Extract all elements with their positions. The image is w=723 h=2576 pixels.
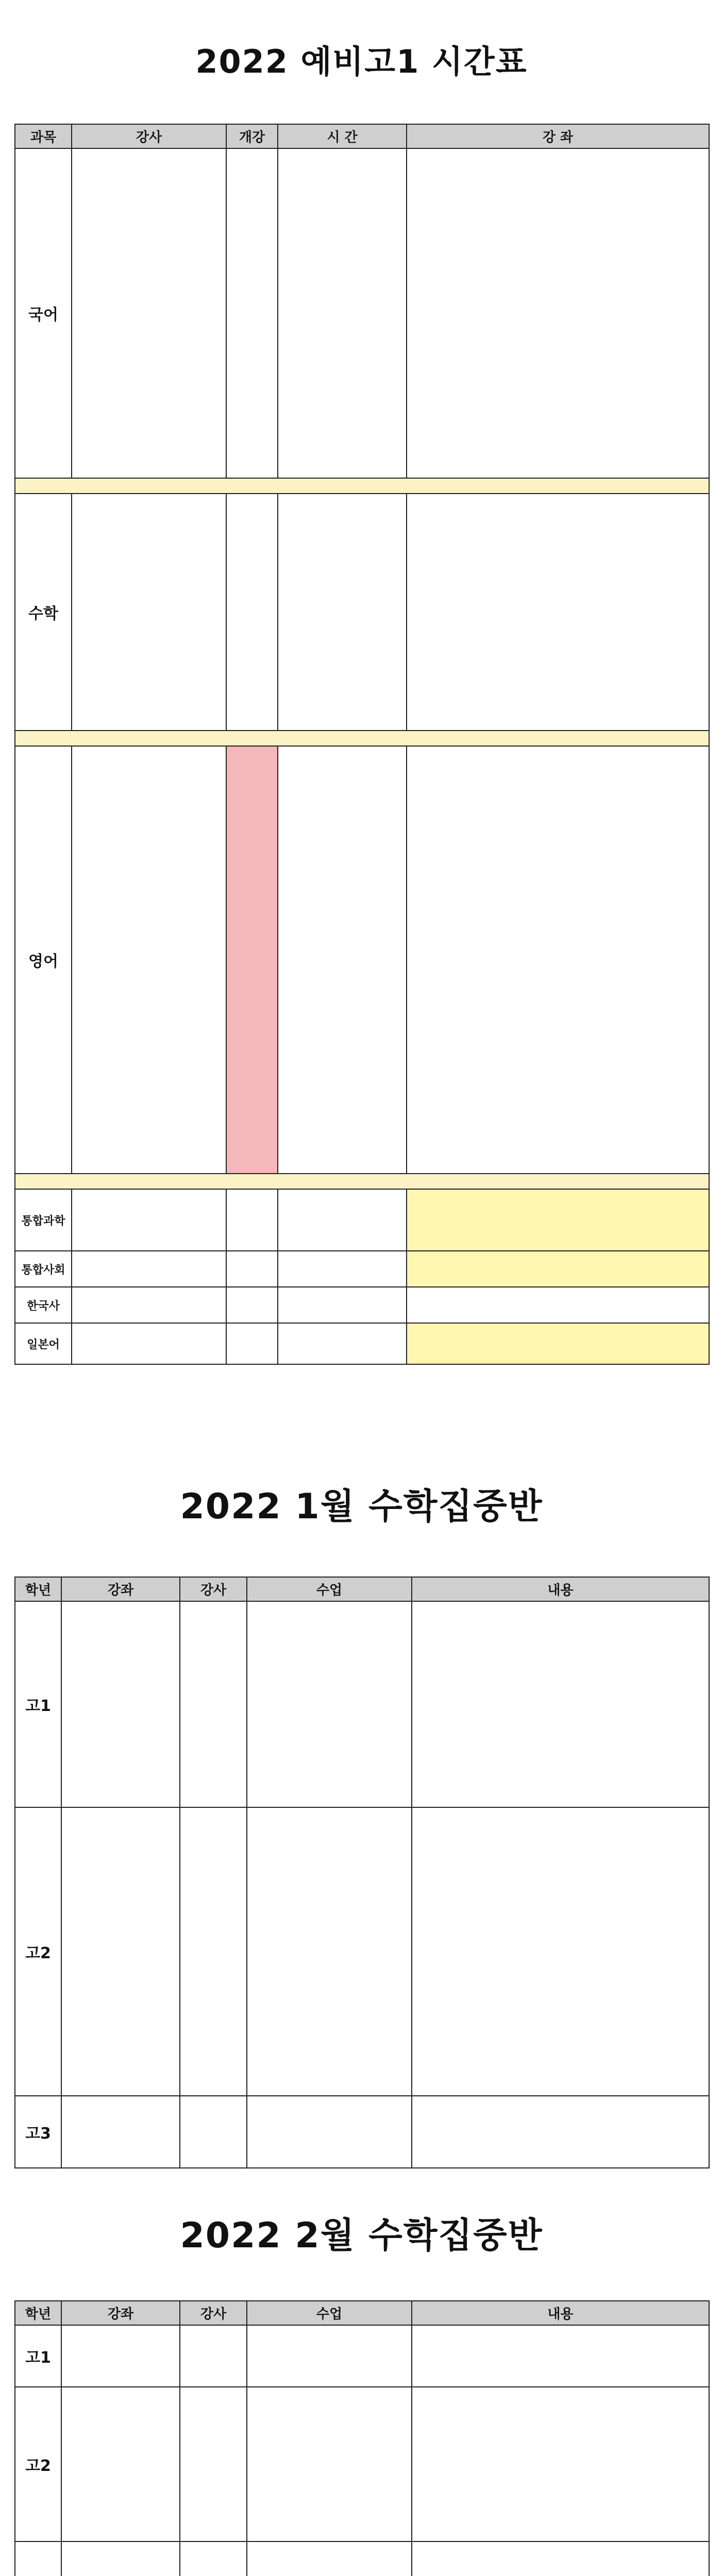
table-row: [15, 1189, 709, 1251]
teacher-cell: [72, 746, 226, 1174]
course-cell: [61, 1601, 180, 1807]
content-cell: [412, 1807, 709, 2096]
page-title: 2022 예비고1 시간표: [195, 43, 528, 80]
col-header: 내용: [412, 2301, 709, 2325]
content-cell: [412, 2096, 709, 2168]
start-cell: [226, 1323, 278, 1364]
teacher-cell: [72, 1323, 226, 1364]
time-cell: [278, 1287, 407, 1323]
timetable: [14, 124, 710, 1365]
course-cell: [407, 1251, 709, 1287]
teacher-cell: [72, 494, 226, 731]
content-cell: [412, 2325, 709, 2387]
table-row: [15, 2325, 709, 2387]
january-table: [14, 1577, 710, 2168]
table-row: [15, 1807, 709, 2096]
start-cell: [226, 1287, 278, 1323]
teacher-cell: [72, 1287, 226, 1323]
class-cell: [247, 1807, 412, 2096]
class-cell: [247, 2541, 412, 2576]
col-header: 강사: [180, 2301, 247, 2325]
time-cell: [278, 494, 407, 731]
teacher-cell: [72, 1251, 226, 1287]
start-cell: [226, 746, 278, 1174]
table-header-row: [15, 124, 709, 148]
section-title: 2022 1월 수학집중반: [180, 1486, 543, 1527]
class-cell: [247, 2096, 412, 2168]
table-row: [15, 1251, 709, 1287]
table-band-row: [15, 731, 709, 746]
teacher-cell: [180, 1601, 247, 1807]
table-row: [15, 1323, 709, 1364]
band-cell: [15, 1174, 709, 1189]
teacher-cell: [72, 1189, 226, 1251]
subject-cell: 수학: [15, 494, 72, 731]
table-header-row: [15, 2301, 709, 2325]
subject-cell: 국어: [15, 148, 72, 478]
grade-cell: 고1: [15, 1601, 61, 1807]
subject-cell: 통합사회: [15, 1251, 72, 1287]
section-title: 2022 2월 수학집중반: [180, 2215, 543, 2256]
course-cell: [407, 148, 709, 478]
col-header: 개강: [226, 124, 278, 148]
subject-cell: 영어: [15, 746, 72, 1174]
time-cell: [278, 746, 407, 1174]
start-cell: [226, 148, 278, 478]
col-header: 수업: [247, 2301, 412, 2325]
table-header-row: [15, 1577, 709, 1601]
course-cell: [61, 2541, 180, 2576]
table-row: [15, 2387, 709, 2541]
table-band-row: [15, 1174, 709, 1189]
february-table: [14, 2300, 710, 2576]
course-cell: [407, 1323, 709, 1364]
col-header: 강 좌: [407, 124, 709, 148]
col-header: 강사: [72, 124, 226, 148]
table-row: [15, 2541, 709, 2576]
course-cell: [61, 1807, 180, 2096]
class-cell: [247, 2325, 412, 2387]
band-cell: [15, 731, 709, 746]
subject-cell: 한국사: [15, 1287, 72, 1323]
band-cell: [15, 478, 709, 494]
table-row: [15, 494, 709, 731]
time-cell: [278, 1323, 407, 1364]
time-cell: [278, 148, 407, 478]
col-header: 학년: [15, 1577, 61, 1601]
course-cell: [61, 2096, 180, 2168]
content-cell: [412, 2387, 709, 2541]
course-cell: [407, 494, 709, 731]
col-header: 시 간: [278, 124, 407, 148]
table-row: [15, 1287, 709, 1323]
table-row: [15, 746, 709, 1174]
col-header: 학년: [15, 2301, 61, 2325]
col-header: 강좌: [61, 2301, 180, 2325]
col-header: 내용: [412, 1577, 709, 1601]
col-header: 수업: [247, 1577, 412, 1601]
course-cell: [61, 2387, 180, 2541]
col-header: 강좌: [61, 1577, 180, 1601]
teacher-cell: [180, 2541, 247, 2576]
col-header: 강사: [180, 1577, 247, 1601]
table-row: [15, 1601, 709, 1807]
col-header: 과목: [15, 124, 72, 148]
table-band-row: [15, 478, 709, 494]
start-cell: [226, 1189, 278, 1251]
subject-cell: 통합과학: [15, 1189, 72, 1251]
teacher-cell: [180, 2387, 247, 2541]
course-cell: [407, 1287, 709, 1323]
teacher-cell: [180, 1807, 247, 2096]
course-cell: [407, 746, 709, 1174]
time-cell: [278, 1189, 407, 1251]
class-cell: [247, 2387, 412, 2541]
time-cell: [278, 1251, 407, 1287]
table-row: [15, 2096, 709, 2168]
grade-cell: 고3: [15, 2096, 61, 2168]
course-cell: [407, 1189, 709, 1251]
grade-cell: 고2: [15, 1807, 61, 2096]
teacher-cell: [72, 148, 226, 478]
content-cell: [412, 2541, 709, 2576]
grade-cell: 고1: [15, 2325, 61, 2387]
teacher-cell: [180, 2325, 247, 2387]
content-cell: [412, 1601, 709, 1807]
grade-cell: 고2: [15, 2387, 61, 2541]
grade-cell: [15, 2541, 61, 2576]
course-cell: [61, 2325, 180, 2387]
table-row: [15, 148, 709, 478]
subject-cell: 일본어: [15, 1323, 72, 1364]
start-cell: [226, 494, 278, 731]
start-cell: [226, 1251, 278, 1287]
teacher-cell: [180, 2096, 247, 2168]
class-cell: [247, 1601, 412, 1807]
